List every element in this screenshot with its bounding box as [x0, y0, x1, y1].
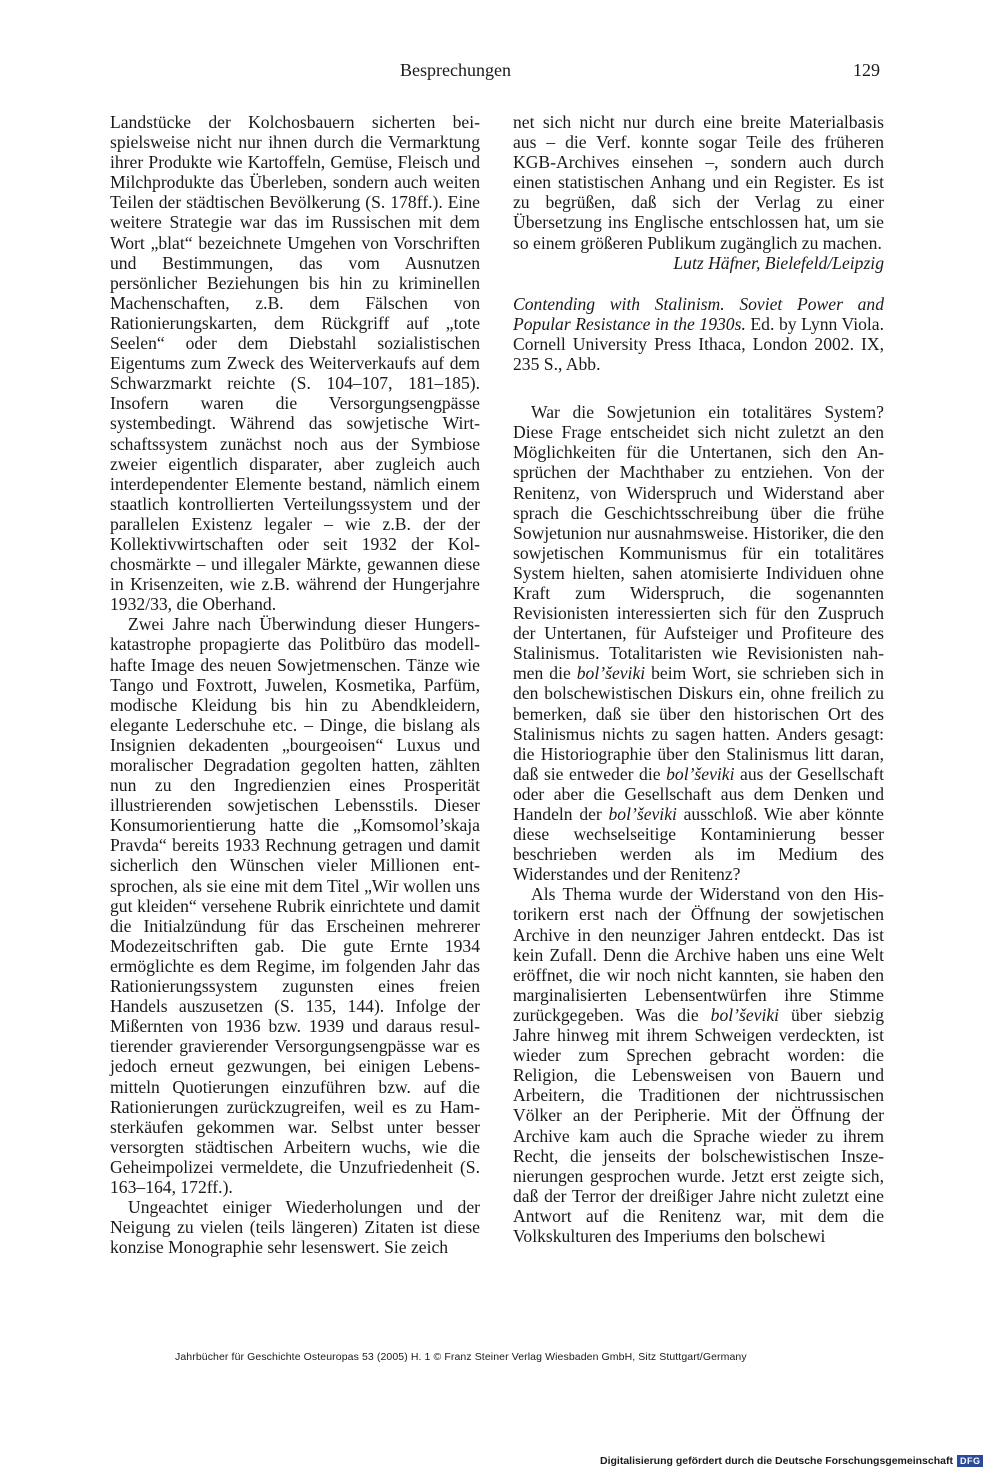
- emphasis-term: bol’ševiki: [710, 1004, 780, 1025]
- text-run: Als Thema wurde der Widerstand von den Historikern erst nach der Öffnung der sowjetischen Archive in den neunziger Jahren entdeckt. Das ist kein Zufall. Denn die Archive haben uns eine Welt eröffnet, die wir noch nicht kannten, sie haben den marginalisierten Lebensentwürfen ihre Stimme zurückgegeben. Was die: [513, 884, 884, 1025]
- left-column: [110, 112, 480, 1257]
- emphasis-term: bol’ševiki: [608, 804, 677, 824]
- dfg-logo: DFG: [957, 1455, 984, 1467]
- digitization-note: Digitalisierung gefördert durch die Deutsche Forschungsgemeinschaft: [600, 1455, 953, 1467]
- left-paragraph-3: Ungeachtet einiger Wiederholungen und der Neigung zu vielen (teils längeren) Zitaten ist diese konzise Monographie sehr lesenswert. Sie zeich: [110, 1197, 480, 1258]
- text-run: ausschloß. Wie aber könnte diese wechselseitige Kontaminierung besser beschrieben werden als im Medium des Widerstandes und der Renitenz?: [513, 804, 884, 885]
- text-run: beim Wort, sie schrieben sich in den bolschewistischen Diskurs ein, ohne freilich zu bemerken, daß sie über den historischen Ort des Stalinismus nichts zu sagen hatten. Anders gesagt: die Historiographie über den Stalinismus litt daran, daß sie entweder die: [513, 663, 884, 784]
- section-spacer: [513, 374, 884, 402]
- digitization-credit: [600, 1455, 983, 1467]
- text-run: War die Sowjetunion ein totalitäres System? Diese Frage entscheidet sich nicht zuletzt an den Möglichkeiten für die Untertanen, sich den Ansprüchen der Machthaber zu entziehen. Von der Renitenz, von Widerspruch und Widerstand aber sprach die Geschichtsschreibung über die frühe Sowjetunion nur ausnahmsweise. Historiker, die den sowjetischen Kommunismus für ein totalitäres System hielten, sahen atomisierte Individuen ohne Kraft zum Widerspruch, die sogenannten Revisionisten interessierten sich für den Zuspruch der Untertanen, für Aufsteiger und Profiteure des Stalinismus. Totalitaristen wie Revisionisten nahmen die: [513, 402, 884, 684]
- right-paragraph-1: net sich nicht nur durch eine breite Materialbasis aus – die Verf. konnte sogar Teile des früheren KGB-Archives einsehen –, sondern auch durch einen statistischen Anhang und ein Register. Es ist zu begrüßen, daß sich der Verlag zu einer Übersetzung ins Englische entschlossen hat, um sie so einem größeren Publikum zugänglich zu machen.: [513, 112, 884, 253]
- left-paragraph-1: Landstücke der Kolchosbauern sicherten beispielsweise nicht nur ihnen durch die Vermarktung ihrer Produkte wie Kartoffeln, Gemüse, Fleisch und Milchprodukte das Überleben, sondern auch weiten Teilen der städtischen Bevölkerung (S. 178ff.). Eine weitere Strategie war das im Russischen mit dem Wort „blat“ bezeichnete Umgehen von Vorschriften und Bestimmungen, das vom Ausnutzen persönlicher Beziehungen bis hin zu kriminellen Machenschaften, z.B. dem Fälschen von Rationierungskarten, dem Rückgriff auf „tote Seelen“ oder dem Diebstahl sozialistischen Eigentums zum Zweck des Weiterverkaufs auf dem Schwarzmarkt reichte (S. 104–107, 181–185). Insofern waren die Versorgungsengpässe systembedingt. Während das sowjetische Wirtschaftssystem zunächst noch aus der Symbiose zweier eigentlich disparater, aber zugleich auch interdependenter Elemente bestand, nämlich einem staatlich kontrollierten Verteilungssystem und der parallelen Existenz legaler – wie z.B. der der Kollektivwirtschaften oder seit 1932 der Kolchosmärkte – und illegaler Märkte, gewannen diese in Krisenzeiten, wie z.B. während der Hungerjahre 1932/33, die Oberhand.: [110, 112, 480, 615]
- emphasis-term: bol’ševiki: [666, 763, 735, 784]
- right-paragraph-2: [513, 402, 884, 884]
- running-head: Besprechungen: [400, 60, 511, 80]
- text-run: aus der Gesellschaft oder aber die Gesellschaft aus dem Denken und Handeln der: [513, 763, 884, 824]
- reviewer-signature: Lutz Häfner, Bielefeld/Leipzig: [673, 252, 884, 273]
- review-details: Ed. by Lynn Viola. Cornell University Press Ithaca, London 2002. IX, 235 S., Abb.: [513, 313, 884, 375]
- review-title: Contending with Stalinism. Soviet Power and Popular Resistance in the 1930s.: [513, 293, 884, 334]
- journal-citation: Jahrbücher für Geschichte Osteuropas 53 (2005) H. 1 © Franz Steiner Verlag Wiesbaden GmbH, Sitz Stuttgart/Germany: [175, 1351, 747, 1363]
- left-paragraph-2: Zwei Jahre nach Überwindung dieser Hungerskatastrophe propagierte das Politbüro das modellhafte Image des neuen Sowjetmenschen. Tänze wie Tango und Foxtrott, Juwelen, Kosmetika, Parfüm, modische Kleidung bis hin zu Abendkleidern, elegante Lederschuhe etc. – Dinge, die bislang als Insignien dekadenten „bourgeoisen“ Luxus und moralischer Degradation gegolten hatten, zählten nun zu den Ingredienzien eines Prosperität illustrierenden sowjetischen Lebensstils. Dieser Konsumorientierung hatte die „Komsomol’skaja Pravda“ bereits 1933 Rechnung getragen und damit sicherlich den Wünschen vieler Millionen entsprochen, als sie eine mit dem Titel „Wir wollen uns gut kleiden“ versehene Rubrik einrichtete und damit die Initialzündung für das Erscheinen mehrerer Modezeitschriften gab. Die gute Ernte 1934 ermöglichte es dem Regime, im folgenden Jahr das Rationierungssystem zugunsten eines freien Handels auszusetzen (S. 135, 144). Infolge der Mißernten von 1936 bzw. 1939 und daraus resultierender gravierender Versorgungsengpässe war es jedoch erneut gezwungen, bei einigen Lebensmitteln Quotierungen einzuführen bzw. auf die Rationierungen zurückzugreifen, weil es zu Hamsterkäufen gekommen war. Selbst unter besser versorgten städtischen Arbeitern wuchs, wie die Geheimpolizei vermeldete, die Unzufriedenheit (S. 163–164, 172ff.).: [110, 614, 480, 1197]
- right-column: [513, 112, 884, 1246]
- text-run: über siebzig Jahre hinweg mit ihrem Schweigen verdeckten, ist wieder zum Sprechen gebracht worden: die Religion, die Lebensweisen von Bauern und Arbeitern, die Traditionen der nichtrussischen Völker an der Peripherie. Mit der Öffnung der Archive kam auch die Sprache wieder zu ihrem Recht, die jenseits der bolschewistischen Inszenierungen gesprochen wurde. Jetzt erst zeigte sich, daß der Terror der dreißiger Jahre nicht zuletzt eine Antwort auf die Renitenz war, mit dem die Volkskulturen des Imperiums den bolschewi: [513, 1004, 884, 1246]
- page-number: 129: [853, 60, 880, 80]
- emphasis-term: bol’ševiki: [576, 663, 646, 684]
- right-paragraph-3: [513, 884, 884, 1246]
- review-heading: [513, 294, 884, 374]
